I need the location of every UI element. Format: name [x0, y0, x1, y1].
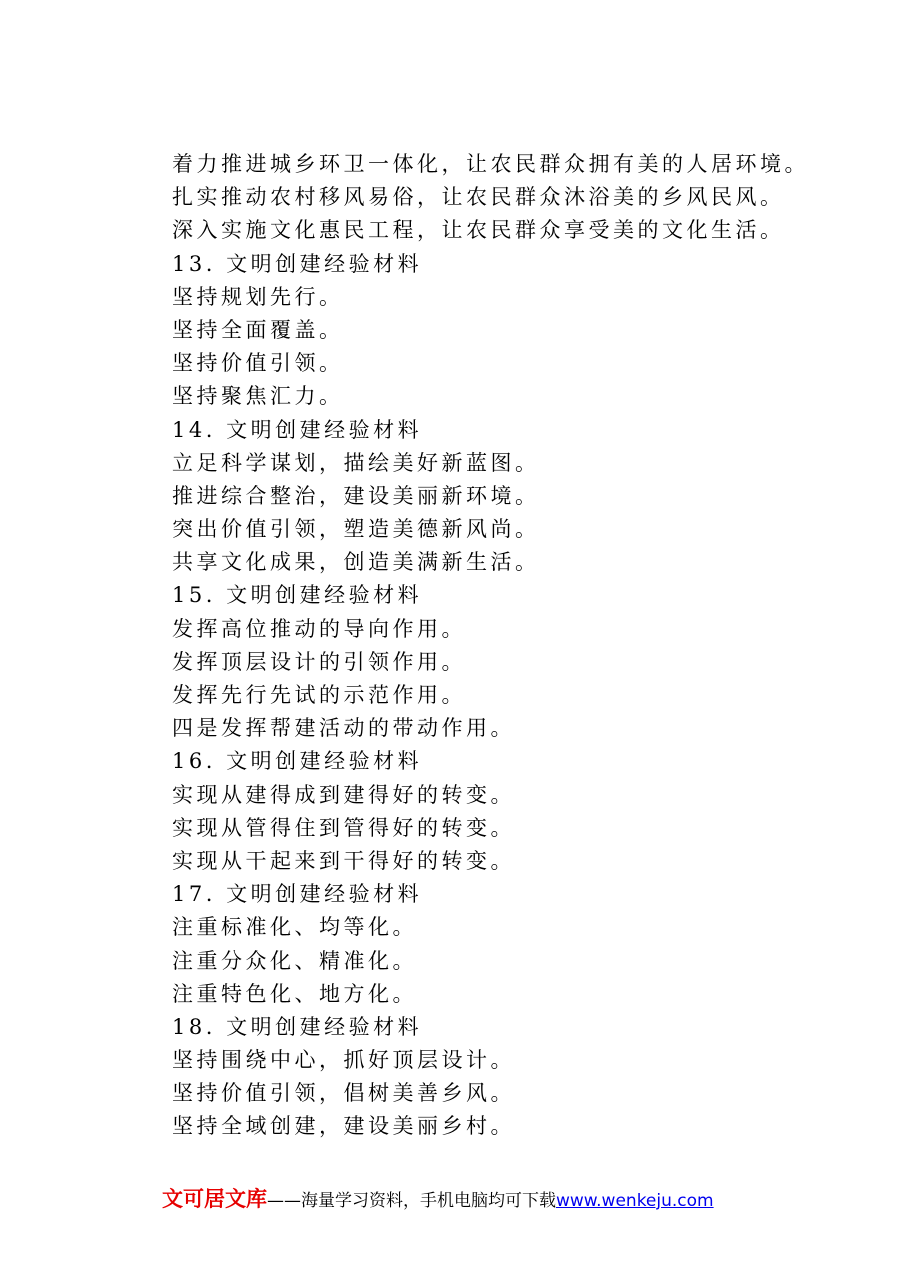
body-line: 四是发挥帮建活动的带动作用。: [172, 716, 515, 741]
section-heading: 17. 文明创建经验材料: [172, 882, 423, 907]
body-line: 发挥高位推动的导向作用。: [172, 616, 466, 641]
body-line: 注重特色化、地方化。: [172, 981, 417, 1006]
body-line: 立足科学谋划，描绘美好新蓝图。: [172, 450, 540, 475]
footer-link[interactable]: www.wenkeju.com: [556, 1191, 714, 1211]
body-line: 发挥顶层设计的引领作用。: [172, 649, 466, 674]
body-line: 共享文化成果，创造美满新生活。: [172, 550, 540, 575]
body-line: 发挥先行先试的示范作用。: [172, 683, 466, 707]
body-line: 坚持全面覆盖。: [172, 317, 344, 342]
footer-tagline: ——海量学习资料，手机电脑均可下载: [267, 1191, 556, 1211]
body-line: 实现从建得成到建得好的转变。: [172, 782, 515, 807]
body-line: 坚持全域创建，建设美丽乡村。: [172, 1114, 515, 1139]
footer-brand: 文可居文库: [162, 1187, 267, 1211]
section-heading: 13. 文明创建经验材料: [172, 251, 423, 276]
document-body: [172, 148, 872, 1144]
body-line: 坚持价值引领，倡树美善乡风。: [172, 1081, 515, 1106]
body-line: 着力推进城乡环卫一体化，让农民群众拥有美的人居环境。: [172, 152, 809, 176]
section-heading: 15. 文明创建经验材料: [172, 583, 423, 608]
body-line: 注重分众化、精准化。: [172, 948, 417, 973]
body-line: 坚持围绕中心，抓好顶层设计。: [172, 1048, 515, 1073]
body-line: 坚持价值引领。: [172, 351, 344, 376]
section-heading: 14. 文明创建经验材料: [172, 417, 423, 442]
footer-banner: [162, 1183, 882, 1213]
body-line: 坚持规划先行。: [172, 284, 344, 309]
body-line: 坚持聚焦汇力。: [172, 384, 344, 409]
body-line: 实现从干起来到干得好的转变。: [172, 848, 515, 873]
body-line: 突出价值引领，塑造美德新风尚。: [172, 517, 540, 542]
section-heading: 18. 文明创建经验材料: [172, 1014, 423, 1039]
body-line: 深入实施文化惠民工程，让农民群众享受美的文化生活。: [172, 218, 785, 243]
body-line: 注重标准化、均等化。: [172, 915, 417, 940]
body-line: 实现从管得住到管得好的转变。: [172, 815, 515, 840]
body-line: 推进综合整治，建设美丽新环境。: [172, 483, 540, 508]
body-line: 扎实推动农村移风易俗，让农民群众沐浴美的乡风民风。: [172, 185, 785, 210]
section-heading: 16. 文明创建经验材料: [172, 749, 423, 774]
